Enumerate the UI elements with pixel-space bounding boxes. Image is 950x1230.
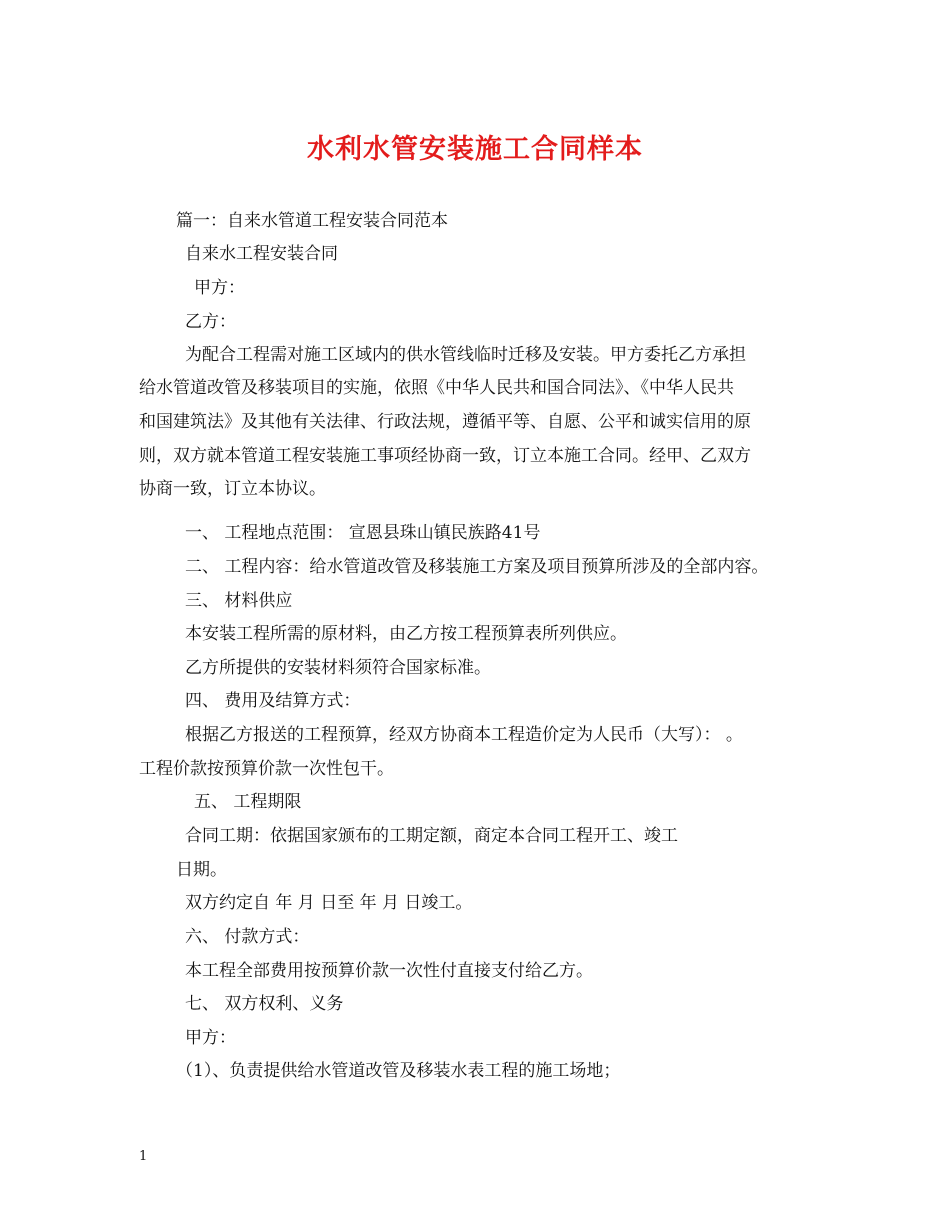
paragraph-line: （1）、负责提供给水管道改管及移装水表工程的施工场地； [176,1061,621,1081]
party-a-label: 甲方： [185,1028,236,1048]
paragraph-line: 合同工期：依据国家颁布的工期定额，商定本合同工程开工、竣工 [185,826,678,846]
clause-project-period: 五、 工程期限 [194,792,302,812]
contract-name: 自来水工程安装合同 [185,244,338,264]
paragraph-line: 为配合工程需对施工区域内的供水管线临时迁移及安装。甲方委托乙方承担 [185,345,746,365]
party-b-label: 乙方： [185,312,236,332]
paragraph-line: 本工程全部费用按预算价款一次性付直接支付给乙方。 [185,961,593,981]
paragraph-line: 根据乙方报送的工程预算，经双方协商本工程造价定为人民币（大写）： 。 [185,725,743,745]
clause-project-content: 二、 工程内容：给水管道改管及移装施工方案及项目预算所涉及的全部内容。 [185,557,769,577]
paragraph-line: 乙方所提供的安装材料须符合国家标准。 [185,658,491,678]
clause-project-location: 一、 工程地点范围： 宣恩县珠山镇民族路41号 [185,523,541,543]
party-a-label: 甲方： [194,278,245,298]
paragraph-line: 和国建筑法》及其他有关法律、行政法规，遵循平等、自愿、公平和诚实信用的原 [139,412,751,432]
paragraph-line: 给水管道改管及移装项目的实施，依照《中华人民共和国合同法》、《中华人民共 [139,378,734,398]
page-number: 1 [139,1149,148,1164]
clause-fee-settlement: 四、 费用及结算方式： [185,691,361,711]
paragraph-line: 日期。 [176,860,227,880]
clause-rights-obligations: 七、 双方权利、义务 [185,994,344,1014]
clause-material-supply: 三、 材料供应 [185,591,293,611]
clause-payment-method: 六、 付款方式： [185,927,310,947]
paragraph-line: 协商一致，订立本协议。 [139,479,326,499]
document-title: 水利水管安装施工合同样本 [307,134,643,165]
paragraph-line: 本安装工程所需的原材料，由乙方按工程预算表所列供应。 [185,624,627,644]
section-heading: 篇一：自来水管道工程安装合同范本 [176,211,448,231]
paragraph-line: 双方约定自 年 月 日至 年 月 日竣工。 [185,893,473,913]
paragraph-line: 工程价款按预算价款一次性包干。 [139,759,394,779]
paragraph-line: 则，双方就本管道工程安装施工事项经协商一致，订立本施工合同。经甲、乙双方 [139,446,751,466]
